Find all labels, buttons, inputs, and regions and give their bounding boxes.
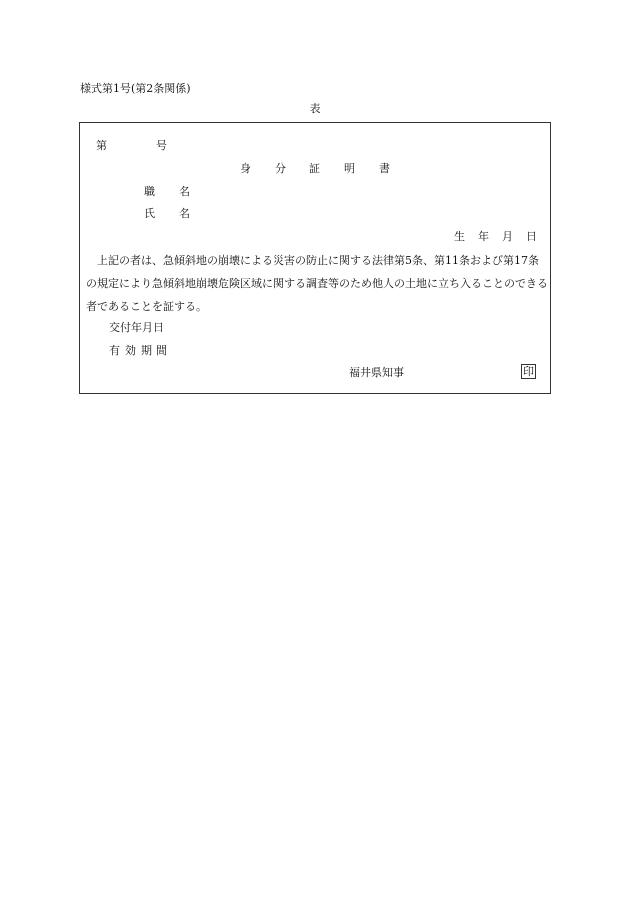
- name-label-char: 名: [179, 207, 190, 220]
- number-prefix: 第: [96, 139, 107, 152]
- job-label-char: 名: [179, 185, 190, 198]
- validity-label-char: 期: [141, 344, 152, 357]
- title-char: 書: [379, 162, 390, 175]
- birth-char: 月: [502, 230, 513, 243]
- title-char: 明: [344, 162, 355, 175]
- title-char: 身: [240, 162, 251, 175]
- name-label-char: 氏: [144, 207, 155, 220]
- form-number: 様式第1号(第2条関係): [80, 82, 191, 95]
- number-suffix: 号: [156, 139, 167, 152]
- title-char: 証: [309, 162, 320, 175]
- title-char: 分: [275, 162, 286, 175]
- birth-char: 日: [526, 230, 537, 243]
- validity-label-char: 間: [156, 344, 167, 357]
- side-label: 表: [309, 102, 321, 115]
- job-label-char: 職: [144, 185, 155, 198]
- validity-label-char: 有: [109, 344, 120, 357]
- id-card: [79, 122, 551, 394]
- validity-label-char: 効: [125, 344, 136, 357]
- issue-date-label: 交付年月日: [109, 321, 164, 334]
- birth-char: 生: [454, 230, 465, 243]
- issuer-name: 福井県知事: [349, 366, 404, 379]
- certification-text: 上記の者は、急傾斜地の崩壊による災害の防止に関する法律第5条、第11条および第17条の規定により急傾斜地崩壊危険区域に関する調査等のため他人の土地に立ち入ることのできる者であることを証する。: [86, 254, 548, 313]
- birth-char: 年: [478, 230, 489, 243]
- seal-box: 印: [523, 365, 534, 378]
